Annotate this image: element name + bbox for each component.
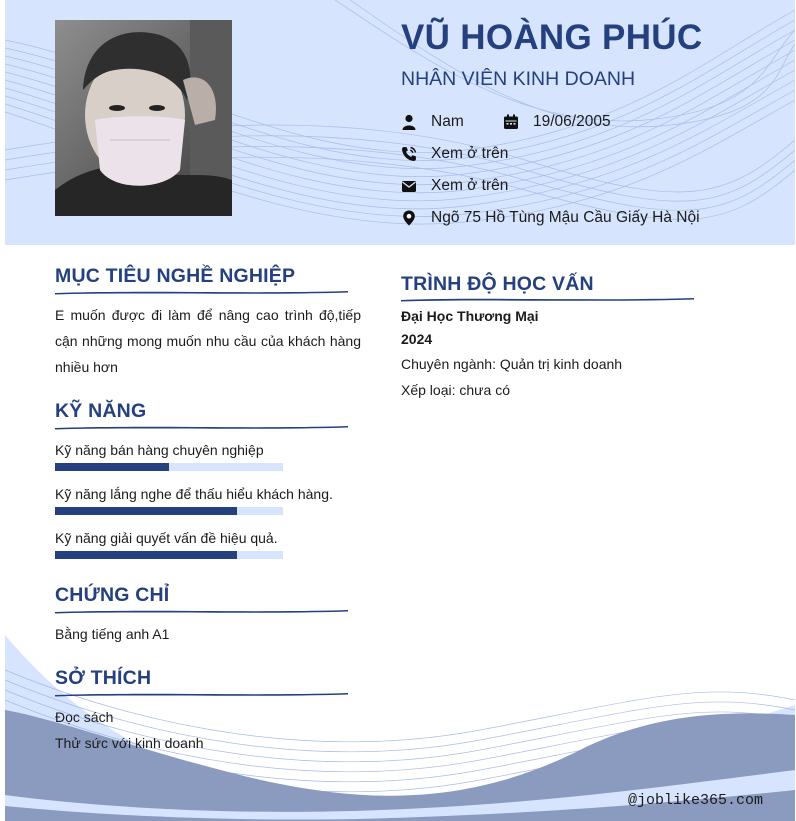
- objective-heading: MỤC TIÊU NGHỀ NGHIỆP: [55, 265, 296, 287]
- hobbies-heading-underline: [55, 690, 348, 698]
- education-major: Chuyên ngành: Quản trị kinh doanh: [401, 356, 623, 372]
- job-title: NHÂN VIÊN KINH DOANH: [401, 68, 636, 90]
- skill-label: Kỹ năng bán hàng chuyên nghiệp: [55, 442, 264, 458]
- birth-date-row: [503, 113, 611, 131]
- map-pin-icon: [401, 210, 417, 226]
- objective-heading-underline: [55, 288, 348, 296]
- skills-heading: KỸ NĂNG: [55, 400, 147, 422]
- skill-level-bar: [55, 507, 283, 515]
- candidate-name: VŨ HOÀNG PHÚC: [401, 18, 703, 57]
- certificate-item: Bằng tiếng anh A1: [55, 626, 170, 642]
- email-value: Xem ở trên: [431, 177, 509, 194]
- certificates-heading-underline: [55, 607, 348, 615]
- calendar-icon: [503, 114, 519, 130]
- skill-level-fill: [55, 463, 169, 471]
- skill-level-bar: [55, 463, 283, 471]
- skill-level-fill: [55, 551, 237, 559]
- education-rank: Xếp loại: chưa có: [401, 382, 510, 398]
- education-heading: TRÌNH ĐỘ HỌC VẤN: [401, 273, 594, 295]
- skill-level-fill: [55, 507, 237, 515]
- profile-photo-image: [55, 20, 232, 216]
- phone-row: [401, 145, 508, 163]
- user-icon: [401, 114, 417, 130]
- skill-label: Kỹ năng giải quyết vấn đề hiệu quả.: [55, 530, 278, 546]
- skill-level-bar: [55, 551, 283, 559]
- hobbies-heading: SỞ THÍCH: [55, 667, 152, 689]
- certificates-heading: CHỨNG CHỈ: [55, 584, 170, 606]
- email-row: [401, 177, 508, 195]
- phone-value: Xem ở trên: [431, 145, 509, 162]
- education-heading-underline: [401, 295, 694, 303]
- envelope-icon: [401, 178, 417, 194]
- phone-icon: [401, 146, 417, 162]
- skill-label: Kỹ năng lắng nghe để thấu hiểu khách hàng.: [55, 486, 333, 502]
- skills-heading-underline: [55, 423, 348, 431]
- gender-row: [401, 113, 464, 131]
- footer-brand: @joblike365.com: [627, 792, 763, 809]
- objective-text: E muốn được đi làm để nâng cao trình độ,tiếp cận những mong muốn nhu cầu của khách hàng nhiều hơn: [55, 307, 361, 375]
- education-year: 2024: [401, 331, 433, 347]
- hobby-item: Đọc sách: [55, 709, 114, 725]
- profile-photo: [55, 20, 232, 216]
- gender-value: Nam: [431, 113, 464, 130]
- address-row: [401, 209, 700, 227]
- hobby-item: Thử sức với kinh doanh: [55, 735, 204, 751]
- education-school: Đại Học Thương Mại: [401, 308, 539, 324]
- address-value: Ngõ 75 Hồ Tùng Mậu Cầu Giấy Hà Nội: [431, 209, 700, 226]
- birth-date-value: 19/06/2005: [533, 113, 611, 130]
